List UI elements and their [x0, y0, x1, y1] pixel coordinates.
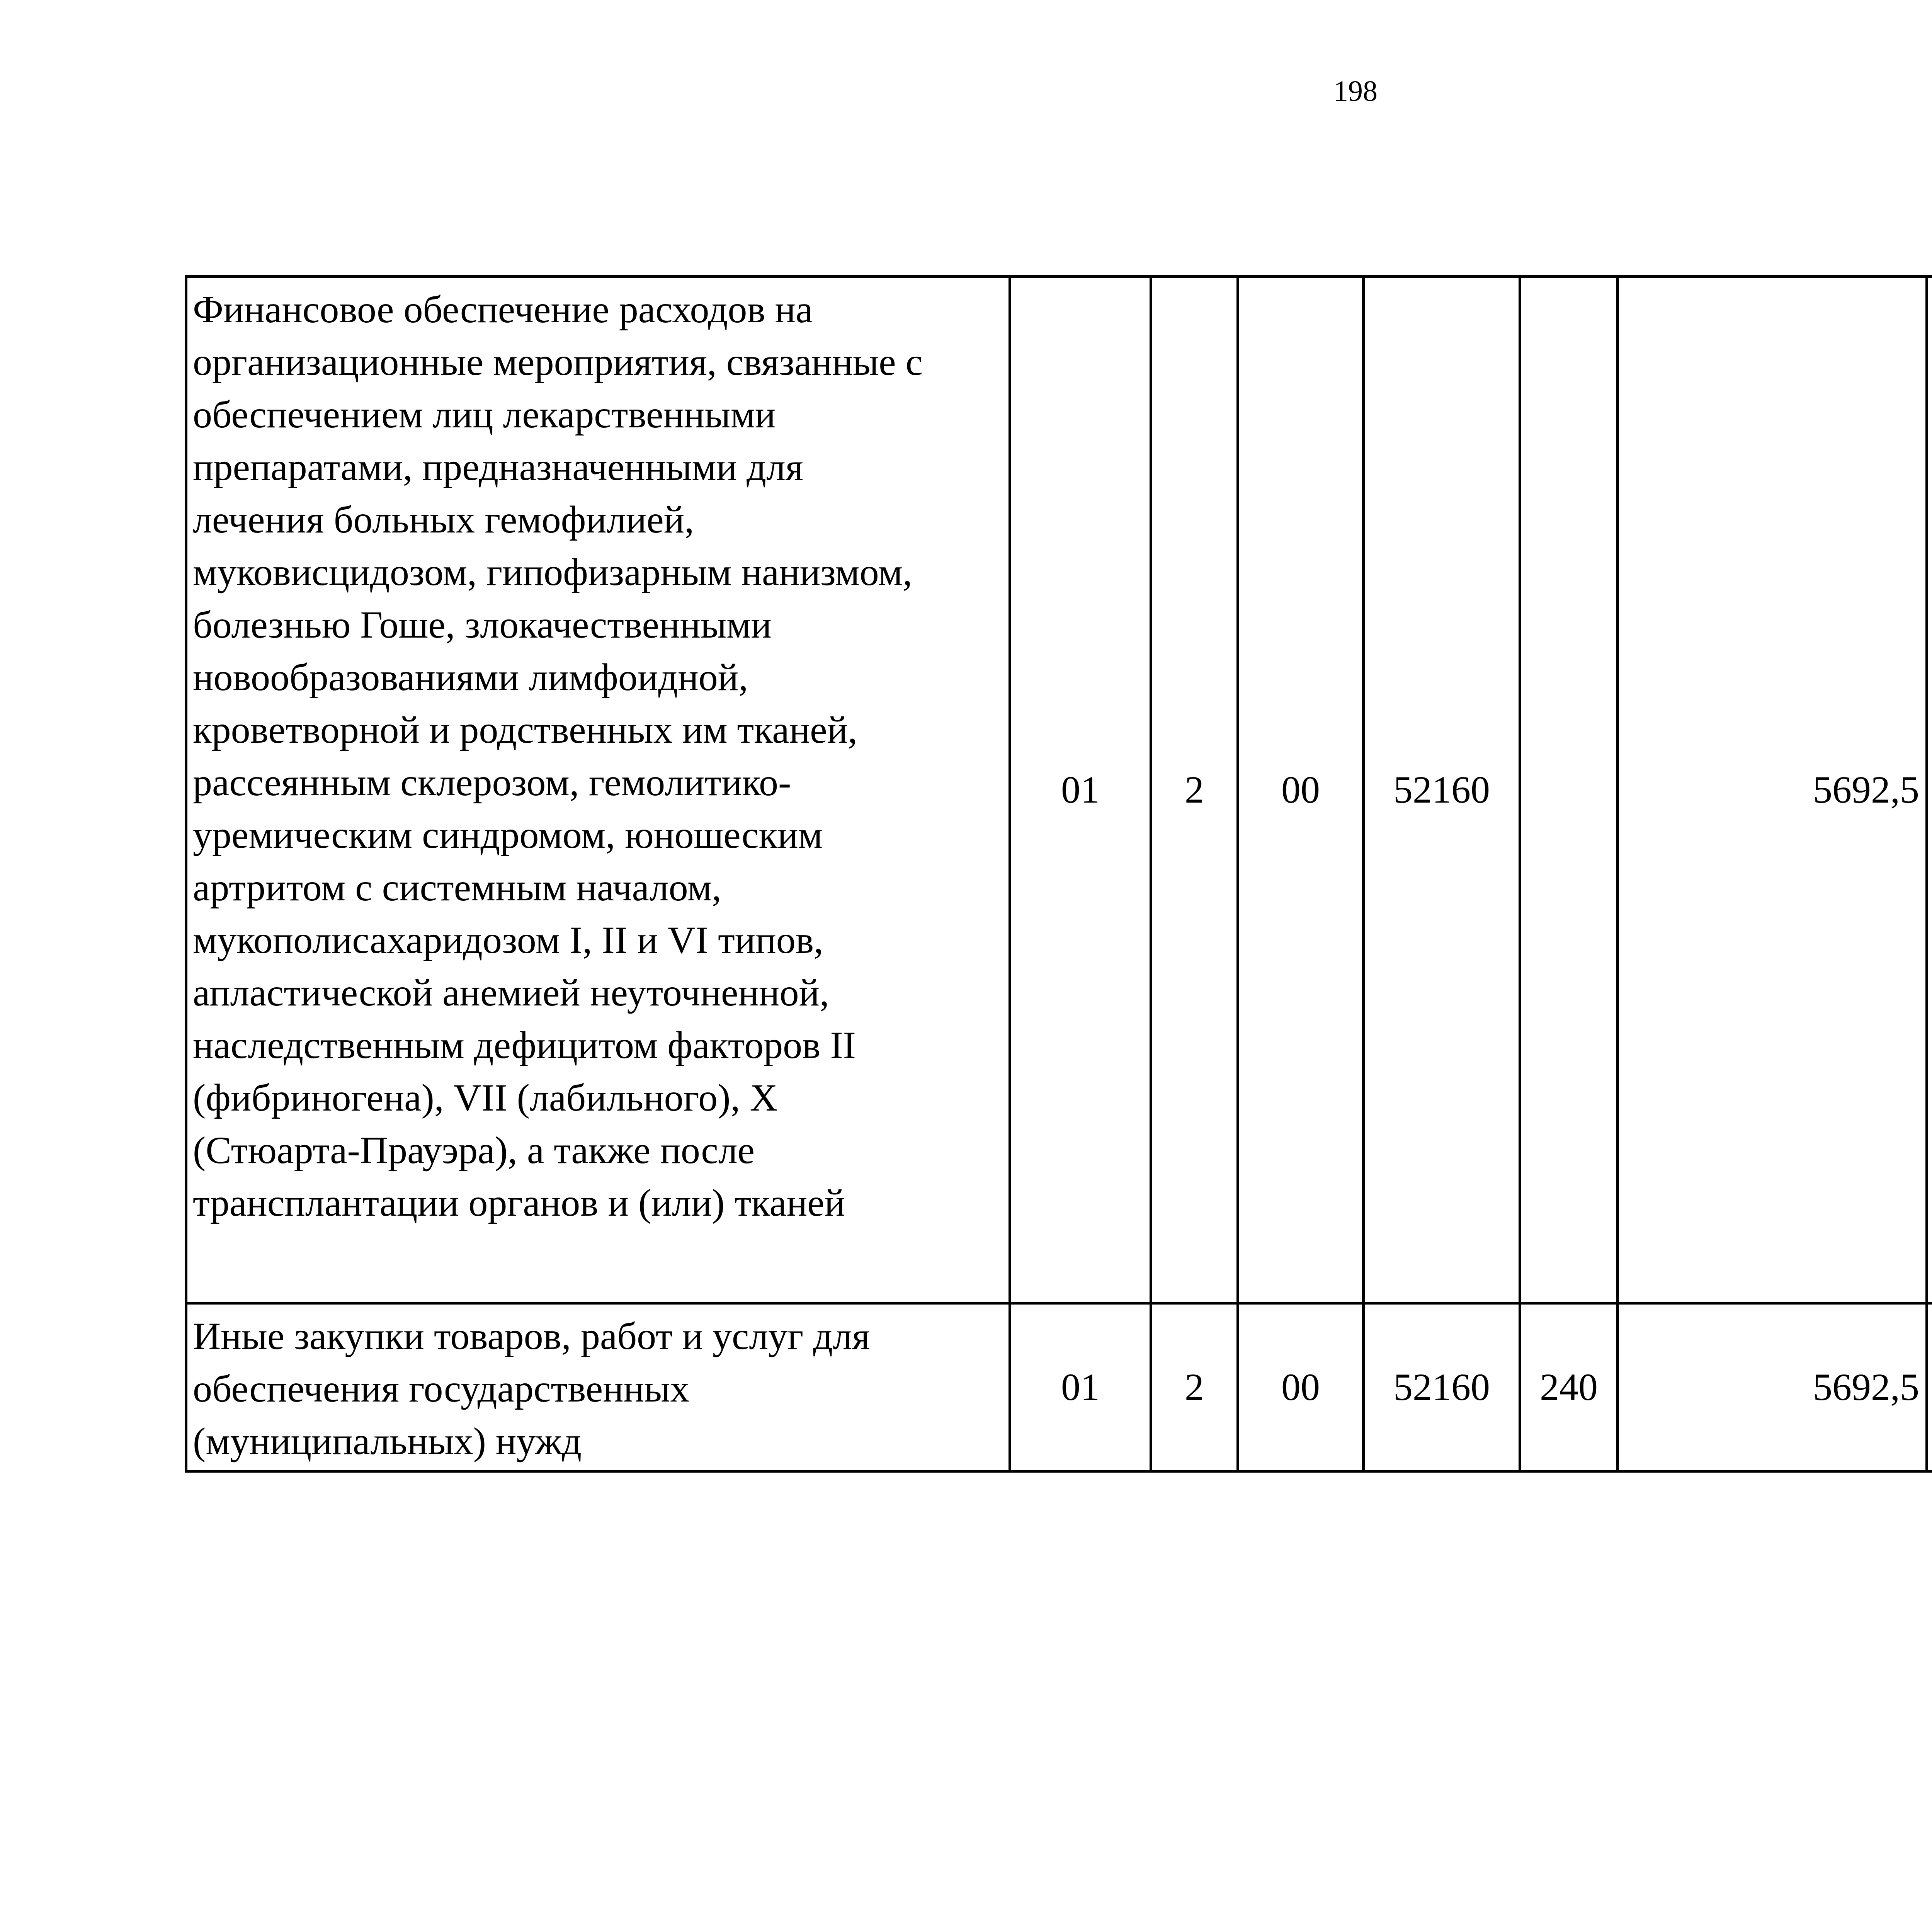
row-name-line: Финансовое обеспечение расходов на — [193, 288, 813, 331]
row-name-line: наследственным дефицитом факторов II — [193, 1024, 856, 1067]
amount-cell-1: 5692,5 — [1618, 277, 1927, 1303]
budget-table — [185, 275, 1932, 1473]
row-name-line: (Стюарта-Прауэра), а также после — [193, 1129, 755, 1172]
row-name-line: мукополисахаридозом I, II и VI типов, — [193, 919, 824, 961]
direction-code-cell: 00 — [1238, 1303, 1364, 1471]
direction-code-cell: 00 — [1238, 277, 1364, 1303]
row-name-line: болезнью Гоше, злокачественными — [193, 603, 772, 646]
row-name-line: уремическим синдромом, юношеским — [193, 813, 823, 856]
subprogram-code-cell: 2 — [1151, 277, 1238, 1303]
row-name-line: обеспечения государственных — [193, 1367, 690, 1410]
row-name-line: артритом с системным началом, — [193, 866, 722, 909]
expense-code-cell: 52160 — [1364, 277, 1520, 1303]
row-name-line: кроветворной и родственных им тканей, — [193, 708, 858, 751]
table-row — [186, 1303, 1932, 1471]
row-name-line: препаратами, предназначенными для — [193, 446, 803, 488]
row-name-cell — [186, 1303, 1010, 1471]
row-name-line: апластической анемией неуточненной, — [193, 971, 829, 1014]
row-name-line: организационные мероприятия, связанные с — [193, 340, 923, 383]
subprogram-code-cell: 2 — [1151, 1303, 1238, 1471]
row-name-line: рассеянным склерозом, гемолитико- — [193, 761, 791, 804]
row-name-line: новообразованиями лимфоидной, — [193, 656, 748, 699]
program-code-cell: 01 — [1010, 277, 1151, 1303]
row-name-line: трансплантации органов и (или) тканей — [193, 1181, 845, 1224]
row-name-cell — [186, 277, 1010, 1303]
table-row — [186, 277, 1932, 1303]
row-name-line: лечения больных гемофилией, — [193, 498, 694, 541]
row-name-line: муковисцидозом, гипофизарным нанизмом, — [193, 551, 913, 594]
amount-cell-2 — [1927, 277, 1932, 1303]
program-code-cell: 01 — [1010, 1303, 1151, 1471]
amount-cell-2 — [1927, 1303, 1932, 1471]
row-name-line: Иные закупки товаров, работ и услуг для — [193, 1315, 870, 1357]
row-name-line: обеспечением лиц лекарственными — [193, 393, 776, 436]
expense-type-cell — [1520, 277, 1618, 1303]
row-name-line: (муниципальных) нужд — [193, 1420, 582, 1463]
row-name-line: (фибриногена), VII (лабильного), X — [193, 1076, 778, 1119]
page-number: 198 — [1333, 75, 1378, 107]
amount-cell-1: 5692,5 — [1618, 1303, 1927, 1471]
expense-code-cell: 52160 — [1364, 1303, 1520, 1471]
expense-type-cell: 240 — [1520, 1303, 1618, 1471]
